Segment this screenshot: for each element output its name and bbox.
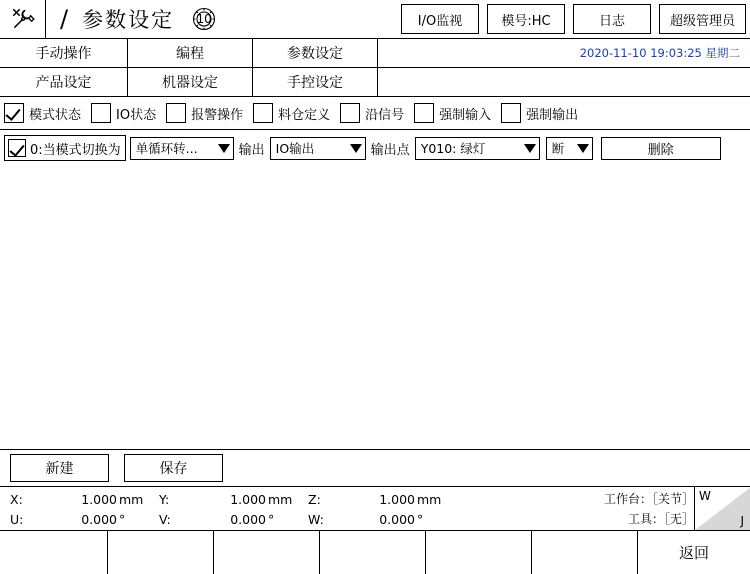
filter-force-input[interactable] [414,103,491,123]
break-state-value: 断 [551,141,565,156]
filter-hopper-definition[interactable] [253,103,330,123]
coord-w-value: 0.000 [379,511,415,527]
logo-box [0,0,46,38]
output-point-select[interactable] [415,137,540,160]
filter-force-output[interactable] [501,103,578,123]
page-title: 参数设定 [82,8,175,32]
rule-enable-wrap[interactable] [4,135,126,161]
coord-x-value: 1.000 [81,491,117,507]
bottom-nav-6[interactable] [532,531,638,574]
bottom-nav-back[interactable]: 返回 [638,531,750,574]
title-wrap [60,3,220,35]
bottom-nav-bar [0,531,750,574]
worktable-status: 工作台：［关节］ [603,492,694,506]
io-monitor-button[interactable]: I/O监视 [401,4,479,34]
chevron-down-icon[interactable] [521,138,539,159]
coordinate-row-rotary [10,509,457,529]
coord-u [10,512,159,527]
wj-joint-label: J [740,514,744,528]
coord-z-value: 1.000 [379,491,415,507]
delete-rule-button[interactable]: 删除 [601,137,721,160]
frame-status [504,487,694,531]
chevron-down-icon[interactable] [215,138,233,159]
filter-mode-status-label: 模式状态 [29,107,82,123]
header-buttons [401,4,746,34]
tab-row-primary [0,39,750,68]
filter-alarm-operation-label: 报警操作 [191,107,244,123]
coord-w-unit: ° [417,511,424,527]
coord-z [308,492,457,507]
checkbox-mode-status[interactable] [4,103,24,123]
rule-prefix-label: 0:当模式切换为 [30,142,121,158]
coord-u-axis: U: [10,511,24,527]
coord-w-axis: W: [308,511,324,527]
wj-world-label: W [699,489,711,503]
tab-row-secondary [0,68,750,97]
action-bar [0,449,750,487]
coord-v-axis: V: [159,511,171,527]
checkbox-hopper-definition[interactable] [253,103,273,123]
gear-badge-value: 10 [196,12,212,26]
coord-v-unit: ° [268,511,275,527]
filter-edge-signal-label: 沿信号 [365,107,405,123]
filter-edge-signal[interactable] [340,103,404,123]
bottom-nav-5[interactable] [426,531,532,574]
coord-v-value: 0.000 [230,511,266,527]
output-type-select[interactable] [270,137,366,160]
bottom-nav-2[interactable] [108,531,214,574]
coordinate-status-bar [0,487,750,531]
rule-list-area[interactable] [0,166,750,449]
filter-io-status[interactable] [91,103,156,123]
new-button[interactable]: 新建 [10,454,109,482]
log-button[interactable]: 日志 [573,4,651,34]
gear-icon [188,3,220,35]
bottom-nav-4[interactable] [320,531,426,574]
coord-u-unit: ° [119,511,126,527]
mode-select[interactable] [130,137,234,160]
coord-v [159,512,308,527]
filter-io-status-label: IO状态 [116,107,157,123]
header-bar [0,0,750,39]
tab-parameter-settings[interactable]: 参数设定 [253,39,378,67]
tab-product-settings[interactable]: 产品设定 [0,68,128,96]
datetime-display: 2020-11-10 19:03:25 星期二 [579,46,740,60]
coord-w [308,512,457,527]
checkbox-io-status[interactable] [91,103,111,123]
chevron-down-icon[interactable] [347,138,365,159]
bottom-nav-3[interactable] [214,531,320,574]
checkbox-rule-enable[interactable] [8,139,26,157]
filter-force-input-label: 强制输入 [439,107,492,123]
wj-indicator[interactable] [694,487,750,530]
mode-select-value: 单循环转... [135,141,198,156]
tool-status: 工具：［无］ [627,512,694,526]
coord-x-axis: X: [10,491,23,507]
coord-x-unit: mm [119,491,144,507]
filter-mode-status[interactable] [4,103,81,123]
filter-hopper-definition-label: 料仓定义 [278,107,331,123]
bottom-nav-1[interactable] [0,531,108,574]
checkbox-edge-signal[interactable] [340,103,360,123]
filter-bar [0,97,750,130]
coord-z-unit: mm [417,491,442,507]
save-button[interactable]: 保存 [124,454,223,482]
coordinate-row-linear [10,489,457,509]
title-slash-decoration: / [60,5,69,33]
tab-programming[interactable]: 编程 [128,39,253,67]
tab-manual-operation[interactable]: 手动操作 [0,39,128,67]
filter-alarm-operation[interactable] [166,103,243,123]
coord-u-value: 0.000 [81,511,117,527]
mold-number-button[interactable]: 模号:HC [487,4,565,34]
filter-force-output-label: 强制输出 [526,107,579,123]
output-point-value: Y010: 绿灯 [420,141,486,156]
coord-y-unit: mm [268,491,293,507]
tab-handheld-settings[interactable]: 手控设定 [253,68,378,96]
tools-icon [10,6,36,32]
checkbox-alarm-operation[interactable] [166,103,186,123]
coord-x [10,492,159,507]
coord-y-value: 1.000 [230,491,266,507]
tab-machine-settings[interactable]: 机器设定 [128,68,253,96]
chevron-down-icon[interactable] [574,138,592,159]
checkbox-force-output[interactable] [501,103,521,123]
checkbox-force-input[interactable] [414,103,434,123]
output-type-value: IO输出 [275,141,315,156]
coord-y-axis: Y: [159,491,170,507]
output-point-label: 输出点 [370,142,410,158]
coord-z-axis: Z: [308,491,321,507]
break-state-select[interactable] [546,137,593,160]
rule-row [0,130,750,166]
super-admin-button[interactable]: 超级管理员 [659,4,746,34]
output-label: 输出 [238,142,265,158]
coord-y [159,492,308,507]
